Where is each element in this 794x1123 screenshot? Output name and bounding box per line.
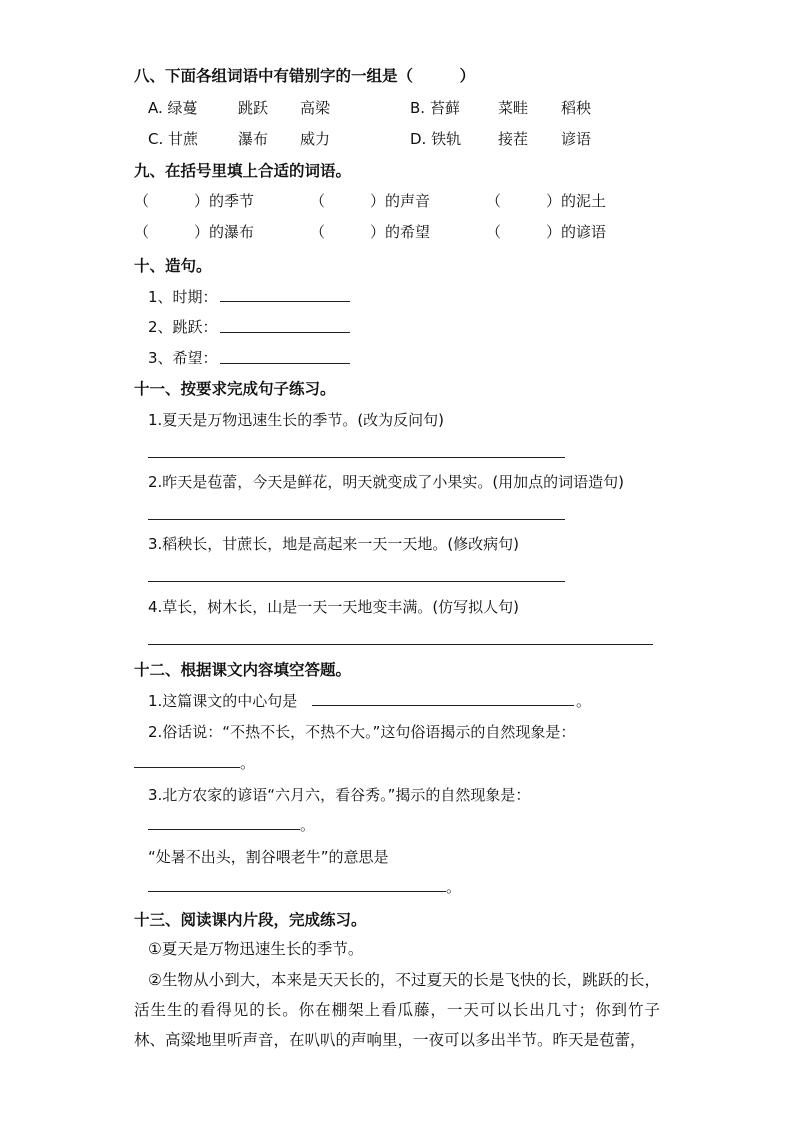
section-8-title: 八、下面各组词语中有错别字的一组是（ ） (134, 67, 476, 85)
reading-paragraph-1: ①夏天是万物迅速生长的季节。 (148, 940, 364, 958)
section-10-title: 十、造句。 (134, 257, 212, 275)
period-mark: 。 (576, 692, 592, 710)
reading-paragraph-2: ②生物从小到大，本来是天天长的，不过夏天的长是飞快的长，跳跃的长，活生生的看得见的长。你在棚架上看瓜藤，一天可以长出几寸；你到竹子林、高粱地里听声音，在叭叭的声响里，一夜可以多出半节。昨天是苞蕾， (134, 971, 660, 1049)
answer-line (134, 767, 240, 768)
option-b: B. 苔藓 (410, 99, 460, 117)
question-text: 3.北方农家的谚语“六月六，看谷秀。”揭示的自然现象是： (148, 786, 531, 804)
sentence-item-label: 1、时期： (148, 288, 218, 306)
sentence-item-label: 2、跳跃： (148, 318, 218, 336)
exercise-item: 3.稻秧长，甘蔗长，地是高起来一天一天地。(修改病句) (148, 535, 520, 553)
fill-blank: （ ）的季节 (134, 192, 255, 210)
fill-blank: （ ）的希望 (310, 223, 431, 241)
answer-line (148, 644, 653, 645)
option-d-word-3: 谚语 (561, 130, 592, 148)
period-mark: 。 (240, 754, 256, 772)
answer-line (220, 301, 350, 302)
option-b-word-3: 稻秧 (561, 99, 592, 117)
answer-line (148, 829, 300, 830)
answer-line (312, 705, 574, 706)
exercise-item: 4.草长，树木长，山是一天一天地变丰满。(仿写拟人句) (148, 598, 520, 616)
exercise-item: 2.昨天是苞蕾，今天是鲜花，明天就变成了小果实。(用加点的词语造句) (148, 473, 625, 491)
question-text: 1.这篇课文的中心句是 (148, 692, 298, 710)
option-c: C. 甘蔗 (148, 130, 199, 148)
fill-blank: （ ）的声音 (310, 192, 431, 210)
section-11-title: 十一、按要求完成句子练习。 (134, 380, 336, 398)
answer-line (220, 363, 350, 364)
period-mark: 。 (300, 816, 316, 834)
answer-line (220, 332, 350, 333)
option-a: A. 绿蔓 (148, 99, 198, 117)
option-a-word-3: 高梁 (300, 99, 331, 117)
section-9-title: 九、在括号里填上合适的词语。 (134, 162, 352, 180)
option-c-word-3: 威力 (300, 130, 331, 148)
answer-line (148, 519, 565, 520)
answer-line (148, 891, 446, 892)
option-d-word-2: 接茬 (498, 130, 529, 148)
fill-blank: （ ）的瀑布 (134, 223, 255, 241)
section-12-title: 十二、根据课文内容填空答题。 (134, 661, 352, 679)
fill-blank: （ ）的泥土 (486, 192, 607, 210)
sentence-item-label: 3、希望： (148, 349, 218, 367)
question-text: 2.俗话说：“不热不长，不热不大。”这句俗语揭示的自然现象是： (148, 723, 576, 741)
answer-line (148, 581, 565, 582)
exercise-item: 1.夏天是万物迅速生长的季节。(改为反问句) (148, 411, 445, 429)
option-d: D. 铁轨 (410, 130, 462, 148)
question-text: “处暑不出头，割谷喂老牛”的意思是 (148, 848, 389, 866)
option-c-word-2: 瀑布 (238, 130, 269, 148)
period-mark: 。 (446, 878, 462, 896)
option-a-word-2: 跳跃 (238, 99, 269, 117)
fill-blank: （ ）的谚语 (486, 223, 607, 241)
section-13-title: 十三、阅读课内片段，完成练习。 (134, 911, 367, 929)
option-b-word-2: 菜畦 (498, 99, 529, 117)
answer-line (148, 457, 565, 458)
